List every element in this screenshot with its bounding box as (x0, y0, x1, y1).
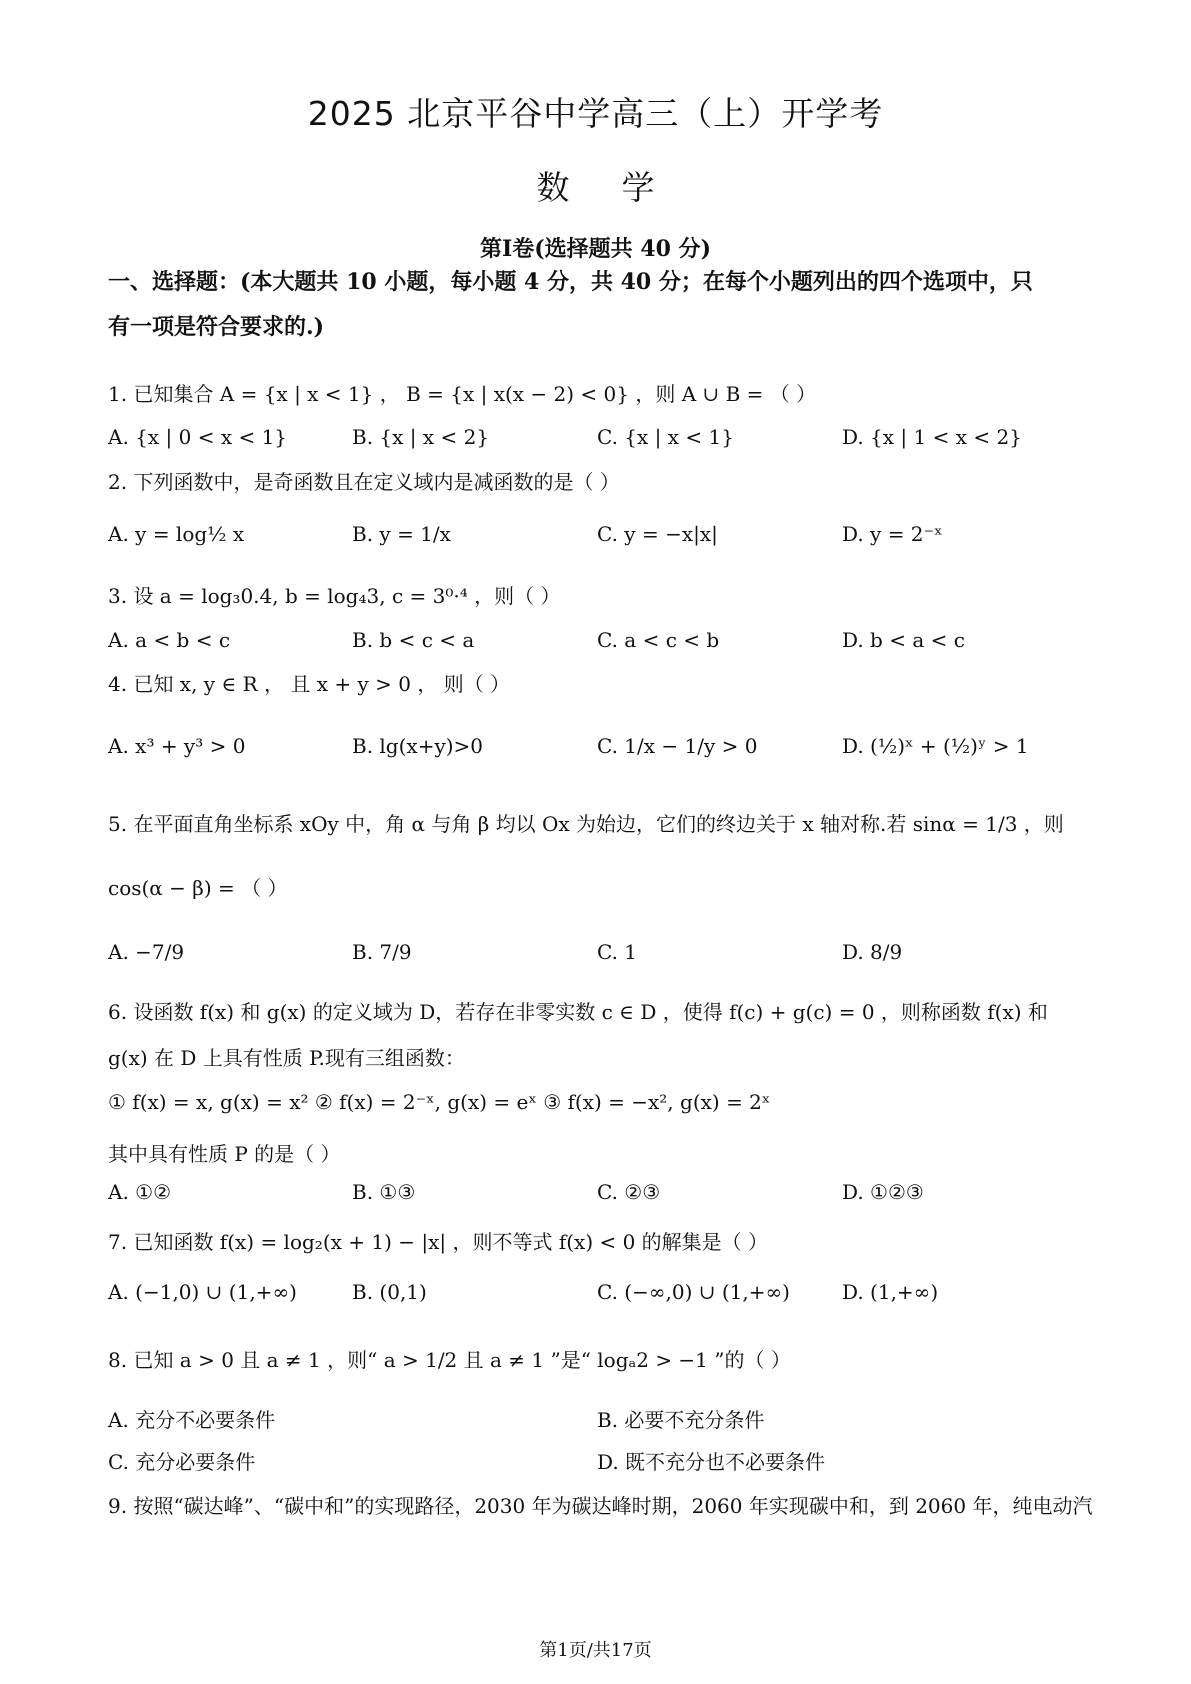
question-6-option-a: A. ①② (108, 1180, 172, 1204)
question-2-stem: 2. 下列函数中，是奇函数且在定义域内是减函数的是（ ） (108, 470, 620, 494)
question-5-option-c: C. 1 (597, 940, 638, 964)
question-8-stem: 8. 已知 a > 0 且 a ≠ 1 ，则“ a > 1/2 且 a ≠ 1 ”是“ logₐ2 > −1 ”的（ ） (108, 1348, 791, 1372)
question-4-option-d: D. (½)ˣ + (½)ʸ > 1 (842, 734, 1029, 758)
question-8-option-c: C. 充分必要条件 (108, 1450, 256, 1474)
question-5-option-d: D. 8/9 (842, 940, 903, 964)
question-2-option-a: A. y = log½ x (108, 522, 245, 546)
question-8-option-a: A. 充分不必要条件 (108, 1408, 276, 1432)
question-6-prompt: 其中具有性质 P 的是（ ） (108, 1142, 341, 1166)
question-6-option-b: B. ①③ (352, 1180, 416, 1204)
question-1-option-b: B. {x | x < 2} (352, 425, 490, 449)
question-5-option-a: A. −7/9 (108, 940, 185, 964)
question-7-option-d: D. (1,+∞) (842, 1280, 939, 1304)
question-6-stem: 6. 设函数 f(x) 和 g(x) 的定义域为 D，若存在非零实数 c ∈ D ，使得 f(c) + g(c) = 0 ，则称函数 f(x) 和 (108, 1000, 1048, 1024)
question-6-option-d: D. ①②③ (842, 1180, 924, 1204)
question-8-option-b: B. 必要不充分条件 (597, 1408, 765, 1432)
question-2-option-c: C. y = −x|x| (597, 522, 718, 546)
question-4-option-a: A. x³ + y³ > 0 (108, 734, 246, 758)
section-heading-line-2: 有一项是符合要求的.) (108, 314, 325, 340)
question-2-option-b: B. y = 1/x (352, 522, 451, 546)
question-2-option-d: D. y = 2⁻ˣ (842, 522, 943, 546)
question-1-stem: 1. 已知集合 A = {x | x < 1} ， B = {x | x(x − 2) < 0} ，则 A ∪ B = （ ） (108, 382, 817, 406)
question-7-stem: 7. 已知函数 f(x) = log₂(x + 1) − |x| ，则不等式 f(x) < 0 的解集是（ ） (108, 1230, 769, 1254)
question-3-option-a: A. a < b < c (108, 628, 231, 652)
question-8-option-d: D. 既不充分也不必要条件 (597, 1450, 826, 1474)
question-3-stem: 3. 设 a = log₃0.4, b = log₄3, c = 3⁰·⁴ ，则（ ） (108, 584, 561, 608)
question-3-option-b: B. b < c < a (352, 628, 475, 652)
question-6-function-groups: ① f(x) = x, g(x) = x² ② f(x) = 2⁻ˣ, g(x) = eˣ ③ f(x) = −x², g(x) = 2ˣ (108, 1090, 771, 1114)
part-heading: 第Ⅰ卷(选择题共 40 分) (479, 236, 712, 262)
question-7-option-b: B. (0,1) (352, 1280, 427, 1304)
question-4-option-c: C. 1/x − 1/y > 0 (597, 734, 758, 758)
question-7-option-a: A. (−1,0) ∪ (1,+∞) (108, 1280, 297, 1304)
question-1-option-d: D. {x | 1 < x < 2} (842, 425, 1022, 449)
page-title: 2025 北京平谷中学高三（上）开学考 (307, 94, 884, 133)
subject-title: 数学 (536, 168, 707, 207)
page-footer: 第1页/共17页 (539, 1640, 652, 1661)
question-1-option-a: A. {x | 0 < x < 1} (108, 425, 288, 449)
question-6-option-c: C. ②③ (597, 1180, 661, 1204)
question-6-stem-continued: g(x) 在 D 上具有性质 P.现有三组函数： (108, 1046, 465, 1070)
question-7-option-c: C. (−∞,0) ∪ (1,+∞) (597, 1280, 790, 1304)
question-9-stem: 9. 按照“碳达峰”、“碳中和”的实现路径，2030 年为碳达峰时期，2060 年实现碳中和，到 2060 年，纯电动汽 (108, 1494, 1093, 1518)
question-1-option-c: C. {x | x < 1} (597, 425, 734, 449)
question-3-option-d: D. b < a < c (842, 628, 965, 652)
question-5-stem: 5. 在平面直角坐标系 xOy 中，角 α 与角 β 均以 Ox 为始边，它们的终边关于 x 轴对称.若 sinα = 1/3 ，则 (108, 812, 1064, 836)
question-5-stem-continued: cos(α − β) = （ ） (108, 876, 288, 900)
question-5-option-b: B. 7/9 (352, 940, 412, 964)
section-heading-line-1: 一、选择题：(本大题共 10 小题，每小题 4 分，共 40 分；在每个小题列出的四个选项中，只 (108, 269, 1033, 295)
question-4-option-b: B. lg(x+y)>0 (352, 734, 484, 758)
question-3-option-c: C. a < c < b (597, 628, 720, 652)
question-4-stem: 4. 已知 x, y ∈ R ， 且 x + y > 0 ， 则（ ） (108, 672, 511, 696)
